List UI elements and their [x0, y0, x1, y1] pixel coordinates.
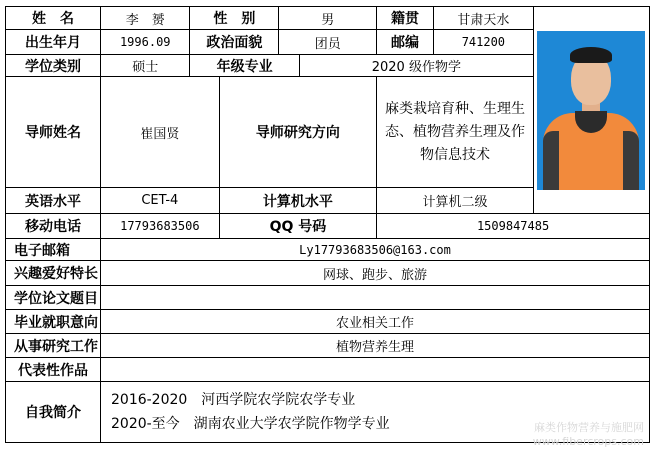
hobby-value: 网球、跑步、旅游: [101, 261, 650, 286]
postal-label: 邮编: [377, 30, 434, 55]
political-label: 政治面貌: [190, 30, 279, 55]
research-value: 麻类栽培育种、生理生态、植物营养生理及作物信息技术: [377, 77, 534, 188]
intro-line-1: 2016-2020 河西学院农学院农学专业: [111, 392, 356, 408]
thesis-value: [101, 286, 650, 310]
qq-label: QQ 号码: [219, 214, 376, 239]
portrait-photo-icon: [537, 31, 645, 190]
work-label: 从事研究工作: [6, 334, 101, 358]
political-value: 团员: [279, 30, 377, 55]
english-label: 英语水平: [6, 188, 101, 214]
intro-line-2: 2020-至今 湖南农业大学农学院作物学专业: [111, 416, 390, 432]
intro-label: 自我简介: [6, 382, 101, 443]
portrait-photo: [533, 7, 649, 214]
email-value: Ly17793683506@163.com: [101, 239, 650, 261]
name-label: 姓 名: [6, 7, 101, 30]
career-label: 毕业就职意向: [6, 310, 101, 334]
work-value: 植物营养生理: [101, 334, 650, 358]
site-watermark: [533, 421, 644, 449]
email-label: 电子邮箱: [6, 239, 101, 261]
name-value: 李 赟: [101, 7, 190, 30]
gender-value: 男: [279, 7, 377, 30]
works-label: 代表性作品: [6, 358, 101, 382]
origin-label: 籍贯: [377, 7, 434, 30]
grade-label: 年级专业: [190, 55, 299, 77]
advisor-label: 导师姓名: [6, 77, 101, 188]
hobby-label: 兴趣爱好特长: [6, 261, 101, 286]
works-value: [101, 358, 650, 382]
grade-value: 2020 级作物学: [299, 55, 533, 77]
watermark-line-1: 麻类作物营养与施肥网: [534, 421, 644, 434]
computer-value: 计算机二级: [377, 188, 534, 214]
advisor-value: 崔国贤: [101, 77, 220, 188]
english-value: CET-4: [101, 188, 220, 214]
qq-value: 1509847485: [377, 214, 650, 239]
gender-label: 性 别: [190, 7, 279, 30]
degree-label: 学位类别: [6, 55, 101, 77]
thesis-label: 学位论文题目: [6, 286, 101, 310]
degree-value: 硕士: [101, 55, 190, 77]
watermark-line-2: www.fibercrops.com: [532, 435, 644, 448]
postal-value: 741200: [433, 30, 533, 55]
birth-label: 出生年月: [6, 30, 101, 55]
career-value: 农业相关工作: [101, 310, 650, 334]
student-info-table: [5, 6, 650, 443]
computer-label: 计算机水平: [219, 188, 376, 214]
research-label: 导师研究方向: [219, 77, 376, 188]
origin-value: 甘肃天水: [433, 7, 533, 30]
phone-value: 17793683506: [101, 214, 220, 239]
birth-value: 1996.09: [101, 30, 190, 55]
phone-label: 移动电话: [6, 214, 101, 239]
